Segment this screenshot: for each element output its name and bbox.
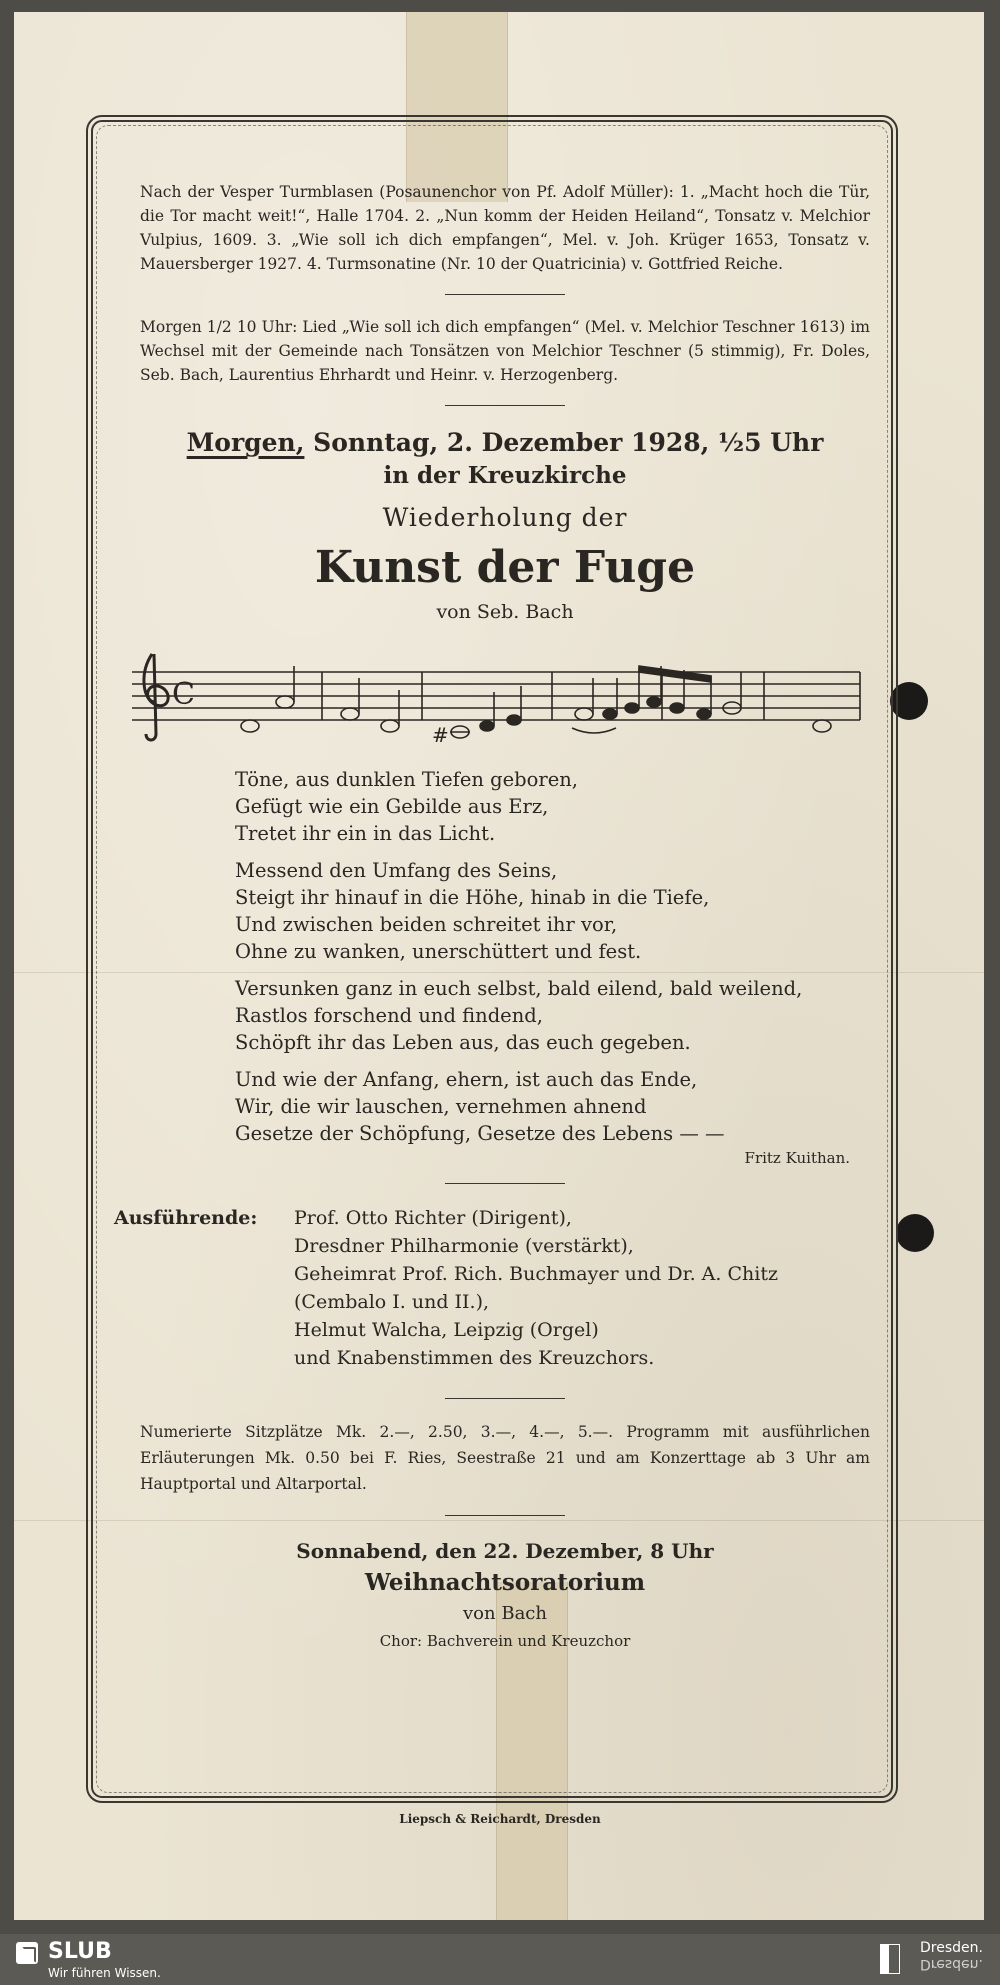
poem-stanza: [235, 1066, 870, 1147]
poem-line: Steigt ihr hinauf in die Höhe, hinab in die Tiefe,: [235, 886, 710, 909]
divider: [445, 1515, 565, 1516]
divider: [445, 1398, 565, 1399]
performer-line: und Knabenstimmen des Kreuzchors.: [294, 1347, 655, 1369]
poem-line: Ohne zu wanken, unerschüttert und fest.: [235, 940, 642, 963]
concert-title: Kunst der Fuge: [314, 542, 696, 593]
poem-line: Tretet ihr ein in das Licht.: [235, 822, 496, 845]
poem-line: Versunken ganz in euch selbst, bald eilend, bald weilend,: [235, 977, 803, 1000]
morgen-label: Morgen,: [186, 428, 305, 457]
common-time-icon: C: [172, 677, 195, 712]
concert-date: [140, 426, 870, 460]
performers-list: [294, 1204, 778, 1372]
poem-line: Gefügt wie ein Gebilde aus Erz,: [235, 795, 549, 818]
poem-line: Töne, aus dunklen Tiefen geboren,: [235, 768, 578, 791]
divider: [445, 294, 565, 295]
performers-label: Ausführende:: [114, 1207, 258, 1229]
viewer-footer-bar: [0, 1934, 1000, 1985]
performer-line: Geheimrat Prof. Rich. Buchmayer und Dr. A. Chitz: [294, 1263, 778, 1285]
divider: [445, 1183, 565, 1184]
slub-logo-icon[interactable]: [16, 1942, 38, 1964]
next-concert-choir: Chor: Bachverein und Kreuzchor: [379, 1632, 631, 1650]
performer-line: Prof. Otto Richter (Dirigent),: [294, 1207, 572, 1229]
treble-clef-icon: [144, 654, 168, 740]
tower-music-paragraph: Nach der Vesper Turmblasen (Posaunenchor von Pf. Adolf Müller): 1. „Macht hoch die Tür, die Tor macht weit!“, Halle 1704. 2. „Nun komm der Heiden Heiland“, Tonsatz v. Melchior Vulpius, 1609. 3. „Wie soll ich dich empfangen“, Mel. v. Joh. Krüger 1653, Tonsatz v. Mauersberger 1927. 4. Turmsonatine (Nr. 10 der Quatricinia) v. Gottfried Reiche.: [140, 183, 870, 273]
poem-stanza: [235, 766, 870, 847]
poem-line: Rastlos forschend und findend,: [235, 1004, 543, 1027]
poem-line: Und zwischen beiden schreitet ihr vor,: [235, 913, 618, 936]
dresden-logo-text: Dresden.: [920, 1940, 983, 1956]
poem-line: Und wie der Anfang, ehern, ist auch das Ende,: [235, 1068, 698, 1091]
morning-service-paragraph: Morgen 1/2 10 Uhr: Lied „Wie soll ich dich empfangen“ (Mel. v. Melchior Teschner 1613) im Wechsel mit der Gemeinde nach Tonsätzen von Melchior Teschner (5 stimmig), Fr. Doles, Seb. Bach, Laurentius Ehrhardt und Heinr. v. Herzogenberg.: [140, 318, 870, 384]
next-concert-title: Weihnachtsoratorium: [364, 1569, 646, 1596]
poem-line: Wir, die wir lauschen, vernehmen ahnend: [235, 1095, 647, 1118]
tickets-paragraph: Numerierte Sitzplätze Mk. 2.—, 2.50, 3.—, 4.—, 5.—. Programm mit ausführlichen Erläuterungen Mk. 0.50 bei F. Ries, Seestraße 21 und am Konzerttage ab 3 Uhr am Hauptportal und Altarportal.: [140, 1423, 870, 1493]
concert-composer: von Seb. Bach: [436, 601, 574, 623]
performers-block: [114, 1204, 870, 1372]
next-concert-date: Sonnabend, den 22. Dezember, 8 Uhr: [296, 1539, 714, 1563]
slub-tagline: Wir führen Wissen.: [48, 1966, 161, 1980]
printer-imprint: Liepsch & Reichardt, Dresden: [399, 1812, 601, 1826]
dresden-logo-mirror: Dresden.: [920, 1956, 983, 1972]
dresden-crest-icon: [880, 1944, 900, 1974]
poem-stanza: [235, 857, 870, 965]
poem: [235, 766, 870, 1147]
fugue-theme-notation: [132, 642, 862, 752]
dresden-logo[interactable]: [920, 1940, 983, 1972]
svg-text:#: #: [432, 723, 449, 747]
concert-place: in der Kreuzkirche: [383, 462, 627, 489]
concert-date-text: Sonntag, 2. Dezember 1928, ½5 Uhr: [313, 428, 824, 457]
performer-line: (Cembalo I. und II.),: [294, 1291, 490, 1313]
divider: [445, 405, 565, 406]
poem-stanza: [235, 975, 870, 1056]
performer-line: Helmut Walcha, Leipzig (Orgel): [294, 1319, 599, 1341]
punch-hole: [896, 1214, 934, 1252]
poem-line: Schöpft ihr das Leben aus, das euch gegeben.: [235, 1031, 691, 1054]
poem-line: Messend den Umfang des Seins,: [235, 859, 558, 882]
slub-logo-text[interactable]: SLUB: [48, 1939, 112, 1964]
concert-subtitle: Wiederholung der: [382, 503, 628, 532]
next-concert-composer: von Bach: [463, 1603, 547, 1624]
poem-author: Fritz Kuithan.: [744, 1149, 850, 1167]
performer-line: Dresdner Philharmonie (verstärkt),: [294, 1235, 634, 1257]
program-content: [114, 180, 870, 1654]
poem-line: Gesetze der Schöpfung, Gesetze des Lebens — —: [235, 1122, 725, 1145]
